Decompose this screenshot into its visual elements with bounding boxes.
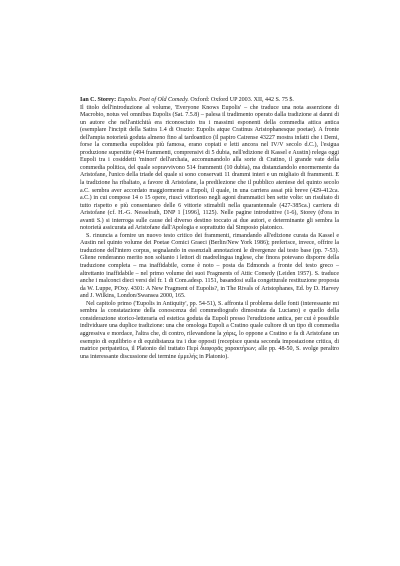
review-publication: Oxford: Oxford UP 2003. XII, 442 S. 75 $. — [190, 97, 294, 103]
review-heading — [80, 97, 339, 105]
review-book-title: Eupolis. Poet of Old Comedy. — [117, 97, 189, 103]
review-paragraph-1: Il titolo dell'introduzione al volume, 'Everyone Knows Eupolis' – che traduce una nota asserzione di Macrobio, notus vel omnibus Eupolis (Sat. 7.5.8) – palesa il tradimento operato dalla tradizione ai danni di un autore che nell'antichità era riconosciuto tra i massimi esponenti della commedia attica antica (esemplare l'incipit della Satira 1.4 di Orazio: Eupolis atque Cratinus Aristophanesque poetae). A fronte dell'ampia notorietà goduta almeno fino al tardoantico (il papiro Cairense 43227 mostra infatti che i Demi, forse la commedia eupolidea più famosa, erano copiati e letti ancora nel IV/V secolo d.C.), l'esigua produzione superstite (494 frammenti, comprensivi di 5 dubia, nell'edizione di Kassel e Austin) relega oggi Eupoli tra i cosiddetti 'minori' dell'archaia, accomunandolo alla sorte di Cratino, il grande vate della commedia politica, del quale sopravvivono 514 frammenti (10 dubia), ma distanziandolo enormemente da Aristofane, l'unico della triade del quale si sono conservati 11 drammi interi e un migliaio di frammenti. E la tradizione ha ribaltato, a favore di Aristofane, la predilezione che il pubblico ateniese del quinto secolo a.C. sembra aver accordato maggiormente a Eupoli, il quale, in una carriera assai più breve (429-412ca. a.C.) in cui compose 14 o 15 opere, riuscì vittorioso negli agoni drammatici ben sette volte: un risultato di tutto rispetto e più consentaneo delle 6 vittorie stimabili nella quarantennale (427-385ca.) carriera di Aristofane (cf. H.-G. Nesselrath, DNP 1 [1996], 1125). Nelle pagine introduttive (1-6), Storey (d'ora in avanti S.) si interroga sulle cause del diverso destino toccato ai due autori, e determinante gli sembra la notorietà assicurata ad Aristofane dall'Apologia e soprattutto dal Simposio platonico. — [80, 104, 339, 232]
review-text — [80, 97, 339, 361]
review-paragraph-2: S. rinuncia a fornire un nuovo testo critico dei frammenti, rimandando all'edizione curata da Kassel e Austin nel quinto volume dei Poetae Comici Graeci (Berlin/New York 1986); preferisce, invece, offrire la traduzione dell'intero corpus, segnalando in essenziali annotazioni le divergenze dal testo base (pp. 7-53). Gliene renderanno merito non soltanto i lettori di madrelingua inglese, che finora potevano disporre della traduzione completa – ma inaffidabile, come è noto – posta da Edmonds a fronte del testo greco – altrettanto inaffidabile – nel primo volume dei suoi Fragments of Attic Comedy (Leiden 1957). S. traduce anche i malconci dieci versi del fr. 1 di Com.adesp. 1151, basandosi sulla congetturale restituzione proposta da W. Luppe, POxy. 4301: A New Fragment of Eupolis?, in The Rivals of Aristophanes, Ed. by D. Harvey and J. Wilkins, London/Swansea 2000, 165. — [80, 232, 339, 300]
review-author: Ian C. Storey: — [80, 97, 117, 103]
review-paragraph-3: Nel capitolo primo ('Eupolis in Antiquity', pp. 54-51), S. affronta il problema delle fonti (interessante mi sembra la constatazione della conoscenza del commediografo dimostrata da Luciano) e quello della considerazione storico-letteraria ed estetica goduta da Eupoli presso l'erudizione antica, per cui è possibile individuare una duplice tradizione: una che omologa Eupoli a Cratino quale cultore di un tipo di commedia aggressiva e mordace, l'altra che, di contro, rilevandone la χάρις, lo oppone a Cratino e fa di Aristofane un esempio di equilibrio e di equidistanza tra i due opposti (recepisce questa seconda impostazione critica, di matrice peripatetica, il Platonio del trattato Περὶ διαφορᾶς χαρακτήρων; alle pp. 48-50, S. svolge peraltro una interessante discussione del termine ἐμμελής in Platonio). — [80, 300, 339, 360]
